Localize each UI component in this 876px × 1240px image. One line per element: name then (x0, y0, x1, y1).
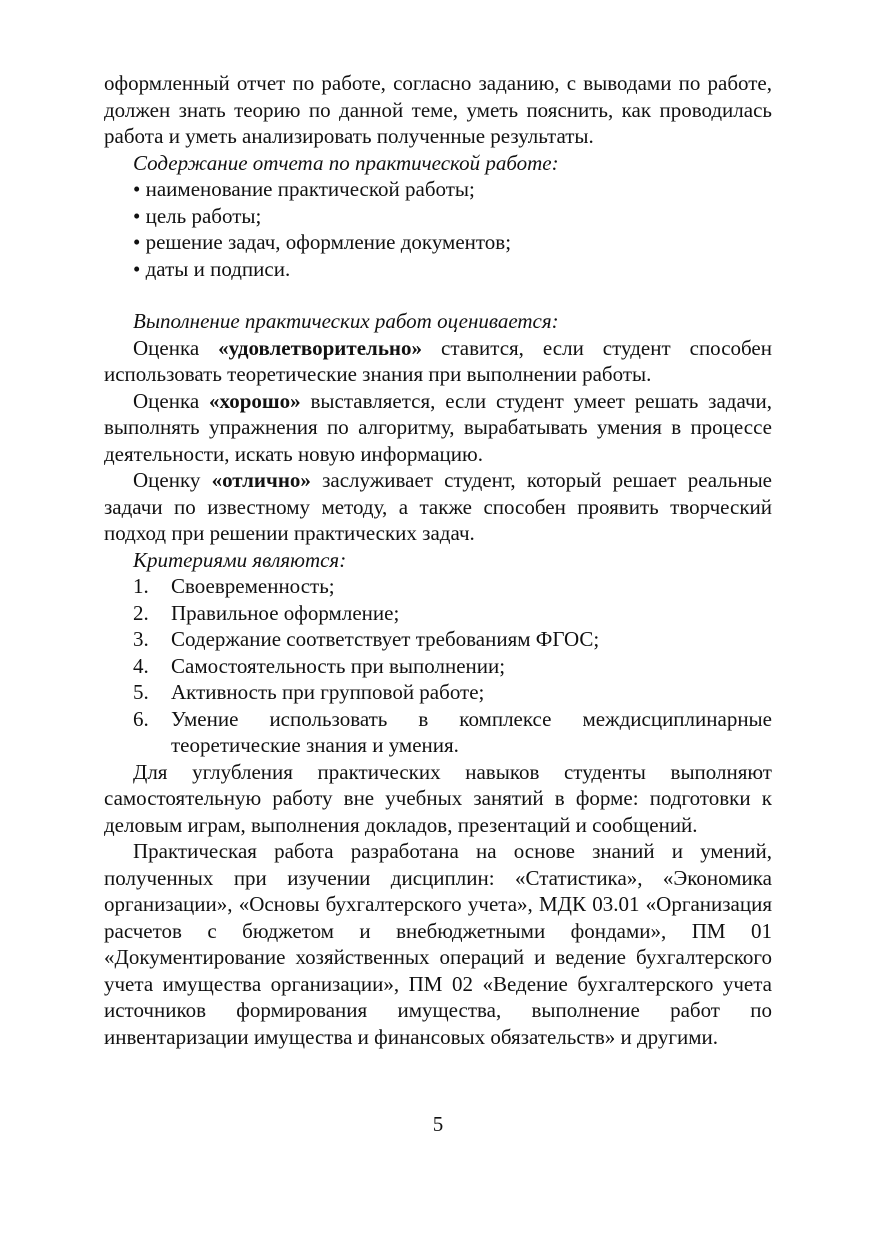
intro-paragraph: оформленный отчет по работе, согласно заданию, с выводами по работе, должен знать теорию по данной теме, уметь пояснить, как проводилась работа и уметь анализировать полученные результаты. (104, 71, 772, 148)
grade-lead: Оценка (133, 335, 219, 360)
assessment-heading: Выполнение практических работ оценивается: (133, 309, 559, 333)
page-number: 5 (432, 1112, 444, 1136)
section-gap (104, 282, 772, 308)
list-item (104, 626, 772, 653)
list-item (104, 653, 772, 680)
report-heading: Содержание отчета по практической работе: (133, 150, 559, 175)
list-item-number: 4. (133, 653, 149, 678)
grade-good-paragraph (104, 388, 772, 468)
list-item: • решение задач, оформление документов; (133, 230, 512, 254)
list-item (104, 573, 772, 600)
list-item: • даты и подписи. (133, 256, 291, 281)
page-body (104, 70, 772, 1050)
list-item-number: 1. (133, 574, 149, 598)
grade-satisfactory-label: «удовлетворительно» (218, 335, 423, 360)
list-item-text: Содержание соответствует требованиям ФГОС; (171, 627, 600, 651)
list-item-text: Своевременность; (171, 574, 335, 598)
list-item: • цель работы; (133, 203, 262, 228)
criteria-heading: Критериями являются: (133, 547, 347, 572)
list-item-number: 3. (133, 627, 149, 651)
list-item-text: Правильное оформление; (171, 600, 400, 625)
list-item-number: 5. (133, 680, 149, 704)
basis-paragraph: Практическая работа разработана на основе знаний и умений, полученных при изучении дисциплин: «Статистика», «Экономика организации», «Основы бухгалтерского учета», МДК 03.01 «Организация расчетов с бюджетом и внебюджетными фондами», ПМ 01 «Документирование хозяйственных операций и ведение бухгалтерского учета имущества организации», ПМ 02 «Ведение бухгалтерского учета источников формирования имущества, выполнение работ по инвентаризации имущества и финансовых обязательств» и другими. (104, 839, 772, 1049)
list-item-number: 2. (133, 600, 149, 625)
independent-work-paragraph: Для углубления практических навыков студенты выполняют самостоятельную работу вне учебных занятий в форме: подготовки к деловым играм, выполнения докладов, презентаций и сообщений. (104, 759, 772, 837)
grade-good-label: «хорошо» (209, 388, 301, 413)
grade-description: заслуживает студент, который решает реальные задачи по известному методу, а также способен проявить творческий подход при решении практических задач. (104, 468, 772, 545)
list-item-text: Активность при групповой работе; (171, 680, 485, 704)
grade-lead: Оценка (133, 388, 210, 413)
grade-excellent-paragraph (104, 467, 772, 547)
grade-excellent-label: «отлично» (211, 468, 311, 492)
list-item (104, 600, 772, 627)
grade-satisfactory-paragraph (104, 335, 772, 388)
criteria-list (104, 573, 772, 759)
list-item (104, 706, 772, 759)
list-item: • наименование практической работы; (133, 177, 475, 201)
grade-description: выставляется, если студент умеет решать задачи, выполнять упражнения по алгоритму, вырабатывать умения в процессе деятельности, искать новую информацию. (104, 388, 773, 466)
list-item (104, 679, 772, 706)
grade-lead: Оценку (133, 468, 212, 492)
grade-description: ставится, если студент способен использовать теоретические знания при выполнении работы. (104, 335, 772, 386)
list-item-text: Умение использовать в комплексе междисциплинарные теоретические знания и умения. (171, 706, 772, 757)
list-item-number: 6. (133, 706, 149, 731)
list-item-text: Самостоятельность при выполнении; (171, 653, 506, 678)
report-contents-list (104, 176, 772, 282)
